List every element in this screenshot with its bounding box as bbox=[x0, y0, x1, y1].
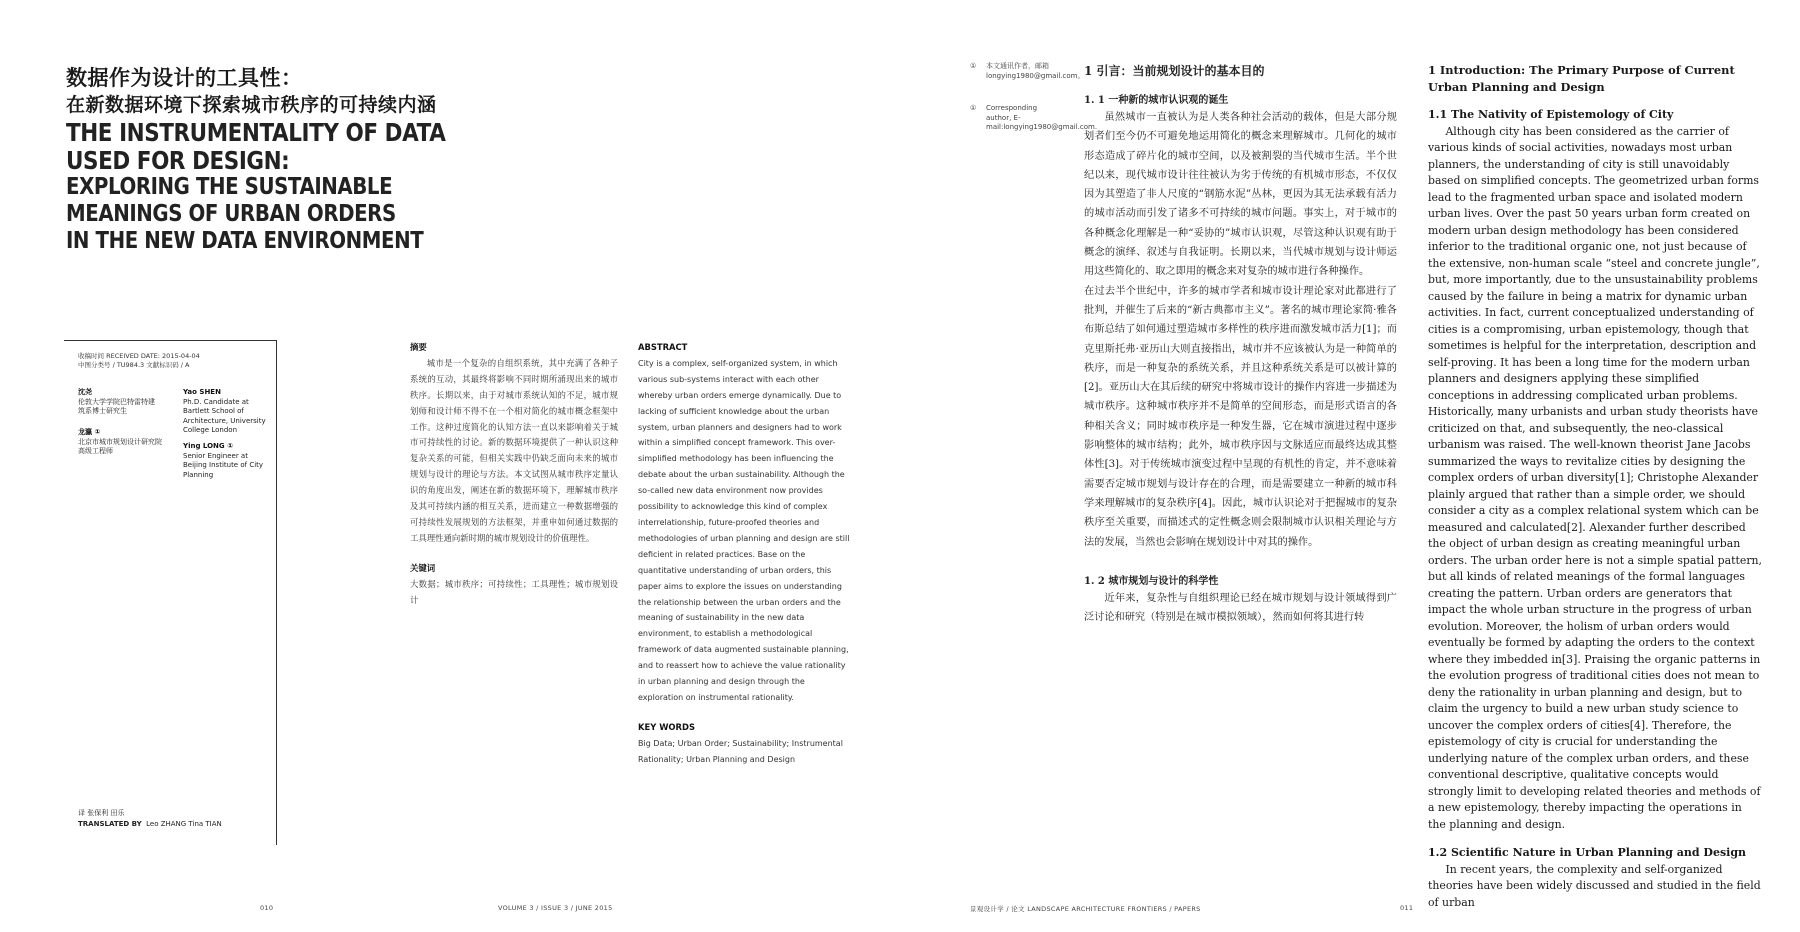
title-en-line3: EXPLORING THE SUSTAINABLE bbox=[66, 174, 393, 200]
translator-en-names: Leo ZHANG Tina TIAN bbox=[146, 820, 222, 828]
keywords-en-text: Big Data; Urban Order; Sustainability; Instrumental Rationality; Urban Planning and Design bbox=[638, 738, 843, 764]
article-meta bbox=[78, 352, 268, 370]
abstract-en-text: City is a complex, self-organized system, in which various sub-systems interact with each other whereby urban orders emerge dynamically. Due to lacking of sufficient knowledge about the urban system, urban planners and designers had to work within a simplified concept framework. This over-simplified methodology has been influencing the debate about the urban sustainability. Although the so-called new data environment now provides possibility to acknowledge this kind of complex interrelationship, future-proofed theories and methodologies of urban planning and design are still deficient in related practices. Base on the quantitative understanding of urban orders, this paper aims to explore the issues on understanding the relationship between the urban orders and the meaning of sustainability in the new data environment, to establish a methodological framework of data augmented sustainable planning, and to reassert how to achieve the value rationality in urban planning and design through the exploration on instrumental rationality. bbox=[638, 358, 850, 702]
page-number-left: 010 bbox=[260, 904, 274, 912]
author2-zh: 龙瀛 ① 北京市城市规划设计研究院高级工程师 bbox=[78, 428, 162, 455]
subsection-heading-zh-1: 1. 1 一种新的城市认识观的诞生 bbox=[1084, 95, 1229, 106]
body-en-column bbox=[1428, 62, 1762, 911]
paragraph-zh-1: 虽然城市一直被认为是人类各种社会活动的载体，但是大部分规划者们至今仍不可避免地运用简化的概念来理解城市。几何化的城市形态造成了碎片化的城市空间，以及被割裂的当代城市生活。半个世纪以来，现代城市设计往往被认为劣于传统的有机城市形态，不仅仅因为其塑造了非人尺度的“钢筋水泥”丛林，更因为其无法承载有活力的城市活动而引发了诸多不可持续的城市问题。事实上，对于城市的各种概念化理解是一种“妥协的”城市认识观，尽管这种认识观有助于概念的演绎、叙述与自我证明。长期以来，当代城市规划与设计师运用这些简化的、取之即用的概念来对复杂的城市进行各种操作。 bbox=[1084, 112, 1397, 278]
translator-credit bbox=[78, 808, 222, 830]
paragraph-zh-3: 近年来，复杂性与自组织理论已经在城市规划与设计领域得到广泛讨论和研究（特别是在城市模拟领域），然而如何将其进行转 bbox=[1084, 592, 1397, 624]
abstract-zh-text: 城市是一个复杂的自组织系统，其中充满了各种子系统的互动，其最终将影响不同时期所涌现出来的城市秩序。长期以来，由于对城市系统认知的不足，城市规划师和设计师不得不在一个相对简化的城市概念框架中工作。这种过度简化的认知方法一直以来影响着关于城市可持续性的讨论。新的数据环境提供了一种认识这种复杂关系的可能，但相关实践中仍缺乏面向未来的城市规划与设计的理论与方法。本文试图从城市秩序定量认识的角度出发，阐述在新的数据环境下，理解城市秩序及其可持续内涵的相互关系，进而建立一种数据增强的可持续性发展规划的方法框架，并重申如何通过数据的工具理性通向新时期的城市规划设计的价值理性。 bbox=[410, 357, 618, 543]
title-zh-line1: 数据作为设计的工具性： bbox=[66, 66, 303, 90]
paragraph-zh-2: 在过去半个世纪中，许多的城市学者和城市设计理论家对此都进行了批判，并催生了后来的“新古典都市主义”。著名的城市理论家简·雅各布斯总结了如何通过塑造城市多样性的秩序进而激发城市活力[1]；而克里斯托弗·亚历山大则直接指出，城市并不应该被认为是一种简单的秩序，而是一种复杂的系统关系，并且这种系统关系是可以被计算的[2]。亚历山大在其后续的研究中将城市设计的操作内容进一步描述为城市秩序。这种城市秩序并不是简单的空间形态，而是形式语言的各种相关含义；同时城市秩序是一种发生器，它在城市演进过程中逐步影响整体的城市结构；此外，城市秩序因与文脉适应而最终达成其整体性[3]。对于传统城市演变过程中呈现的有机性的肯定，并不意味着需要否定城市规划与设计存在的合理，而是需要建立一种新的城市科学来理解城市的复杂秩序[4]。因此，城市认识论对于把握城市的复杂秩序至关重要，而描述式的定性概念则会限制城市认识相关理论与方法的发展，当然也会影响在规划设计中对其的操作。 bbox=[1084, 285, 1397, 548]
title-en-line4: MEANINGS OF URBAN ORDERS bbox=[66, 201, 396, 227]
title-en-line1: THE INSTRUMENTALITY OF DATA bbox=[66, 118, 446, 147]
keywords-en-heading: KEY WORDS bbox=[638, 721, 695, 732]
keywords-zh-heading: 关键词 bbox=[410, 562, 436, 573]
keywords-zh-text: 大数据；城市秩序；可持续性；工具理性；城市规划设计 bbox=[410, 578, 618, 605]
subsection-heading-en-1: 1.1 The Nativity of Epistemology of City bbox=[1428, 108, 1674, 121]
abstract-en-column bbox=[638, 340, 852, 768]
paragraph-en-2: In recent years, the complexity and self-organized theories have been widely discussed and studied in the field of urban bbox=[1428, 862, 1761, 909]
author1-zh: 沈尧 伦敦大学学院巴特雷特建筑系博士研究生 bbox=[78, 388, 155, 415]
translator-en-label: TRANSLATED BY bbox=[78, 820, 142, 828]
paragraph-en-1: Although city has been considered as the carrier of various kinds of social activities, nowadays most urban planners, the understanding of city is still unavoidably based on simplified concepts. The geometrized urban forms lead to the fragmented urban space and isolated modern urban lives. Over the past 50 years urban form created on modern urban design methodology has been considered inferior to the traditional organic one, not just because of the extensive, non-human scale “steel and concrete jungle”, but, more importantly, due to the unsustainability problems caused by the failure in being a matrix for dynamic urban activities. In fact, current conceptualized understanding of cities is a compromising, urban epistemology, though that sometimes is helpful for the interpretation, description and self-proving. It has been a long time for the modern urban planners and designers applying these simplified conceptions in addressing complicated urban problems. Historically, many urbanists and urban study theorists have criticized on that, and subsequently, the neo-classical urbanism was raised. The well-known theorist Jane Jacobs summarized the ways to revitalize cities by designing the complex orders of urban diversity[1]; Christophe Alexander plainly argued that rather than a simple order, we should consider a city as a complex relational system which can be measured and calculated[2]. Alexander further described the object of urban design as creating meaningful urban orders. The urban order here is not a simple spatial pattern, but all kinds of related meanings of the formal languages creating the pattern. Urban orders are generators that impact the whole urban structure in the progress of urban evolution. Moreover, the holism of urban orders would eventually be formed by adapting the orders to the context where they imbedded in[3]. Praising the organic patterns in the evolution progress of traditional cities does not mean to deny the rationality in urban planning and design, but to claim the urgency to build a new urban study science to uncover the complex orders of cities[4]. Therefore, the epistemology of city is crucial for understanding the underlying nature of the complex urban orders, and these conventional descriptive, qualitative concepts would strongly limit to developing related theories and methods of a new epistemology, thereby impacting the operations in the planning and design. bbox=[1428, 124, 1763, 831]
translator-zh: 译 张保利 田乐 bbox=[78, 809, 125, 817]
footnote-1: ① 本文通讯作者，邮箱longying1980@gmail.com。 bbox=[970, 62, 1085, 80]
subsection-heading-zh-2: 1. 2 城市规划与设计的科学性 bbox=[1084, 575, 1219, 587]
received-date: 收稿时间 RECEIVED DATE: 2015-04-04 bbox=[78, 352, 200, 360]
author1-en: Yao SHEN Ph.D. Candidate at Bartlett School of Architecture, University College London bbox=[183, 388, 266, 434]
section-heading-en: 1 Introduction: The Primary Purpose of Current Urban Planning and Design bbox=[1428, 63, 1735, 94]
body-zh-column bbox=[1084, 62, 1397, 627]
abstract-zh-heading: 摘要 bbox=[410, 342, 427, 352]
author2-en: Ying LONG ① Senior Engineer at Beijing Institute of City Planning bbox=[183, 442, 264, 479]
footnote-2: ① Corresponding author, E-mail:longying1980@gmail.com. bbox=[970, 104, 1098, 131]
footer-right: 景观设计学 / 论文 LANDSCAPE ARCHITECTURE FRONTIERS / PAPERS bbox=[970, 905, 1201, 913]
page-number-right: 011 bbox=[1400, 904, 1414, 912]
title-en bbox=[66, 120, 507, 257]
title-en-line5: IN THE NEW DATA ENVIRONMENT bbox=[66, 228, 424, 254]
subsection-heading-en-2: 1.2 Scientific Nature in Urban Planning and Design bbox=[1428, 846, 1747, 859]
title-en-line2: USED FOR DESIGN: bbox=[66, 146, 290, 175]
footer-left: VOLUME 3 / ISSUE 3 / JUNE 2015 bbox=[498, 904, 613, 912]
abstract-zh-column bbox=[410, 340, 618, 609]
title-zh-line2: 在新数据环境下探索城市秩序的可持续内涵 bbox=[66, 94, 437, 116]
section-heading-zh: 1 引言：当前规划设计的基本目的 bbox=[1084, 64, 1265, 78]
abstract-en-heading: ABSTRACT bbox=[638, 342, 688, 352]
classification: 中图分类号 / TU984.3 文献标识码 / A bbox=[78, 361, 190, 369]
